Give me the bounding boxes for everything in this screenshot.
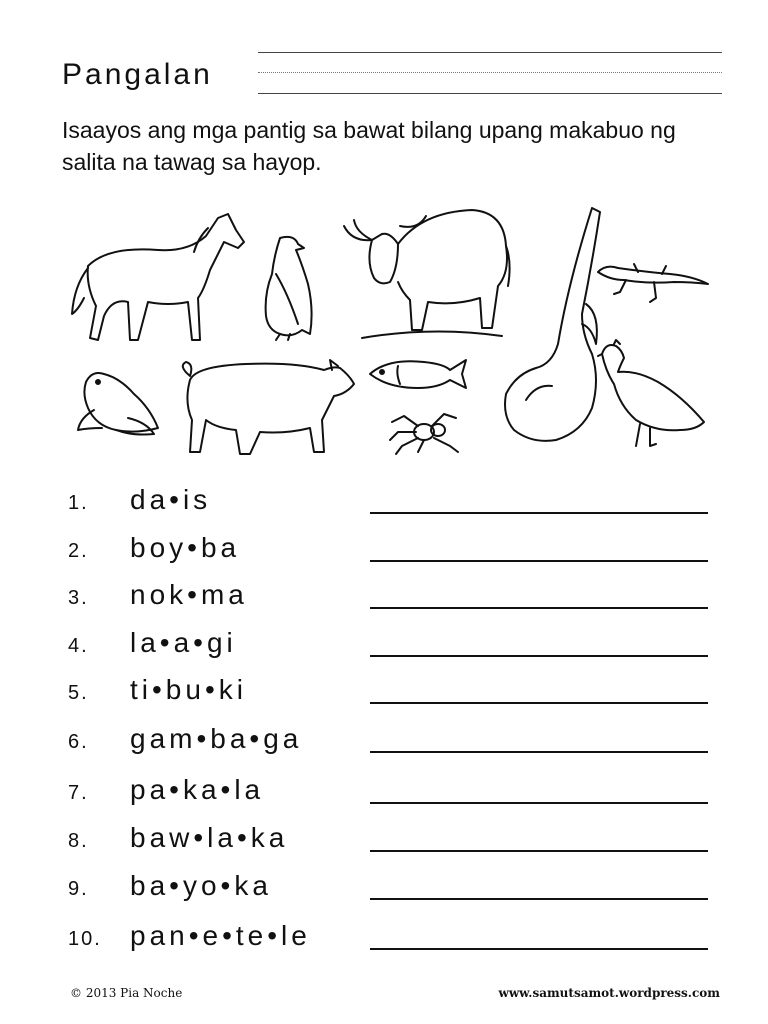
list-item: [68, 670, 718, 710]
copyright-text: © 2013 Pia Noche: [70, 986, 183, 1000]
answer-line[interactable]: [370, 512, 708, 514]
eagle-icon: [258, 234, 318, 340]
list-item: [68, 480, 718, 520]
name-line-middle: [258, 72, 722, 73]
answer-line[interactable]: [370, 850, 708, 852]
item-number: 6.: [68, 731, 89, 753]
scrambled-word: boy•ba: [130, 532, 241, 563]
item-number: 1.: [68, 492, 89, 514]
horse-icon: [68, 206, 244, 346]
answer-line[interactable]: [370, 898, 708, 900]
answer-line[interactable]: [370, 802, 708, 804]
item-number: 4.: [68, 635, 89, 657]
name-line-bottom: [258, 93, 722, 94]
scrambled-word: ti•bu•ki: [130, 674, 247, 705]
name-label: Pangalan: [62, 58, 213, 91]
list-item: [68, 916, 718, 956]
scrambled-word: nok•ma: [130, 579, 248, 610]
instructions: Isaayos ang mga pantig sa bawat bilang upang makabuo ng salita na tawag sa hayop.: [62, 117, 676, 175]
elephant-icon: [496, 204, 606, 444]
item-number: 8.: [68, 830, 89, 852]
scrambled-word: da•is: [130, 484, 212, 515]
item-number: 2.: [68, 540, 89, 562]
scrambled-word: pa•ka•la: [130, 774, 265, 805]
scrambled-word: pan•e•te•le: [130, 920, 311, 951]
answer-line[interactable]: [370, 560, 708, 562]
pig-icon: [176, 360, 356, 456]
answer-line[interactable]: [370, 702, 708, 704]
answer-line[interactable]: [370, 751, 708, 753]
item-number: 5.: [68, 682, 89, 704]
item-number: 9.: [68, 878, 89, 900]
scrambled-word: la•a•gi: [130, 627, 237, 658]
animal-illustrations: [62, 196, 722, 458]
spider-icon: [388, 410, 460, 454]
lizard-icon: [596, 260, 710, 304]
scrambled-word: baw•la•ka: [130, 822, 289, 853]
answer-line[interactable]: [370, 948, 708, 950]
fish-icon: [368, 356, 468, 392]
list-item: [68, 623, 718, 663]
carabao-icon: [342, 202, 512, 342]
list-item: [68, 818, 718, 858]
answer-line[interactable]: [370, 655, 708, 657]
name-writing-lines[interactable]: [258, 52, 722, 96]
item-number: 7.: [68, 782, 89, 804]
item-number: 10.: [68, 928, 102, 950]
website-link[interactable]: www.samutsamot.wordpress.com: [498, 986, 720, 1000]
list-item: [68, 528, 718, 568]
list-item: [68, 575, 718, 615]
list-item: [68, 866, 718, 906]
scrambled-word: ba•yo•ka: [130, 870, 272, 901]
name-line-top: [258, 52, 722, 53]
scrambled-word: gam•ba•ga: [130, 723, 303, 754]
answer-line[interactable]: [370, 607, 708, 609]
item-number: 3.: [68, 587, 89, 609]
frog-icon: [76, 368, 160, 438]
list-item: [68, 719, 718, 759]
list-item: [68, 770, 718, 810]
hen-icon: [596, 340, 708, 448]
